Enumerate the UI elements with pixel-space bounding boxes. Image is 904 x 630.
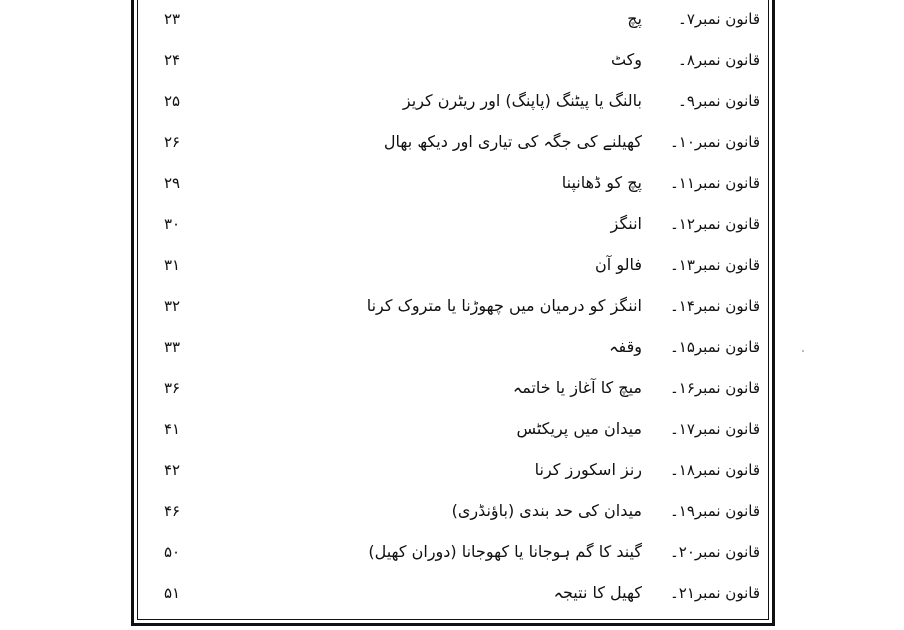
toc-entry (150, 248, 760, 288)
rule-number: قانون نمبر۱۷۔ (669, 420, 760, 438)
rule-number: قانون نمبر۲۰۔ (669, 543, 760, 561)
toc-entry (150, 330, 760, 370)
toc-entry (150, 494, 760, 534)
entry-title: گیند کا گم ہوجانا یا کھوجانا (دوران کھیل) (368, 542, 642, 561)
page-number: ۲۹ (164, 174, 181, 192)
rule-number: قانون نمبر۱۳۔ (669, 256, 760, 274)
page-number: ۵۱ (164, 584, 181, 602)
page-number: ۴۶ (164, 502, 181, 520)
toc-entry (150, 207, 760, 247)
page-number: ۵۰ (164, 543, 181, 561)
rule-number: قانون نمبر۷۔ (678, 10, 760, 28)
page-number: ۴۲ (164, 461, 181, 479)
entry-title: کھیل کا نتیجہ (553, 583, 642, 602)
rule-number: قانون نمبر۲۱۔ (669, 584, 760, 602)
toc-entry (150, 289, 760, 329)
entry-title: وکٹ (610, 50, 642, 69)
rule-number: قانون نمبر۱۱۔ (669, 174, 760, 192)
entry-title: رنز اسکورز کرنا (534, 460, 642, 479)
toc-entry (150, 166, 760, 206)
rule-number: قانون نمبر۱۸۔ (669, 461, 760, 479)
toc-entry (150, 412, 760, 452)
page-number: ۲۵ (164, 92, 181, 110)
page-number: ۳۰ (164, 215, 181, 233)
table-of-contents (150, 0, 760, 620)
rule-number: قانون نمبر۱۰۔ (669, 133, 760, 151)
entry-title: میچ کا آغاز یا خاتمہ (512, 378, 642, 397)
toc-entry (150, 371, 760, 411)
page-number: ۲۶ (164, 133, 181, 151)
rule-number: قانون نمبر۱۲۔ (669, 215, 760, 233)
scan-speck (802, 350, 804, 352)
page-number: ۲۳ (164, 10, 181, 28)
entry-title: پچ (627, 9, 642, 28)
page-number: ۳۲ (164, 297, 181, 315)
page-number: ۳۳ (164, 338, 181, 356)
page-number: ۴۱ (164, 420, 181, 438)
toc-entry (150, 43, 760, 83)
toc-entry (150, 2, 760, 42)
toc-entry (150, 535, 760, 575)
page-number: ۳۶ (164, 379, 181, 397)
rule-number: قانون نمبر۱۹۔ (669, 502, 760, 520)
entry-title: وقفہ (609, 337, 642, 356)
rule-number: قانون نمبر۱۵۔ (669, 338, 760, 356)
entry-title: پچ کو ڈھانپنا (561, 173, 642, 192)
toc-entry (150, 125, 760, 165)
entry-title: میدان کی حد بندی (باؤنڈری) (451, 501, 642, 520)
rule-number: قانون نمبر۱۶۔ (669, 379, 760, 397)
page-number: ۲۴ (164, 51, 181, 69)
toc-entry (150, 453, 760, 493)
entry-title: فالو آن (595, 255, 642, 274)
entry-title: بالنگ یا پیٹنگ (پاپنگ) اور ریٹرن کریز (402, 91, 642, 110)
entry-title: اننگز (610, 214, 642, 233)
entry-title: اننگز کو درمیان میں چھوڑنا یا متروک کرنا (366, 296, 642, 315)
rule-number: قانون نمبر۹۔ (678, 92, 760, 110)
entry-title: کھیلنے کی جگہ کی تیاری اور دیکھ بھال (383, 132, 642, 151)
rule-number: قانون نمبر۱۴۔ (669, 297, 760, 315)
entry-title: میدان میں پریکٹس (516, 419, 642, 438)
toc-entry (150, 84, 760, 124)
rule-number: قانون نمبر۸۔ (678, 51, 760, 69)
toc-entry (150, 576, 760, 616)
page-number: ۳۱ (164, 256, 181, 274)
